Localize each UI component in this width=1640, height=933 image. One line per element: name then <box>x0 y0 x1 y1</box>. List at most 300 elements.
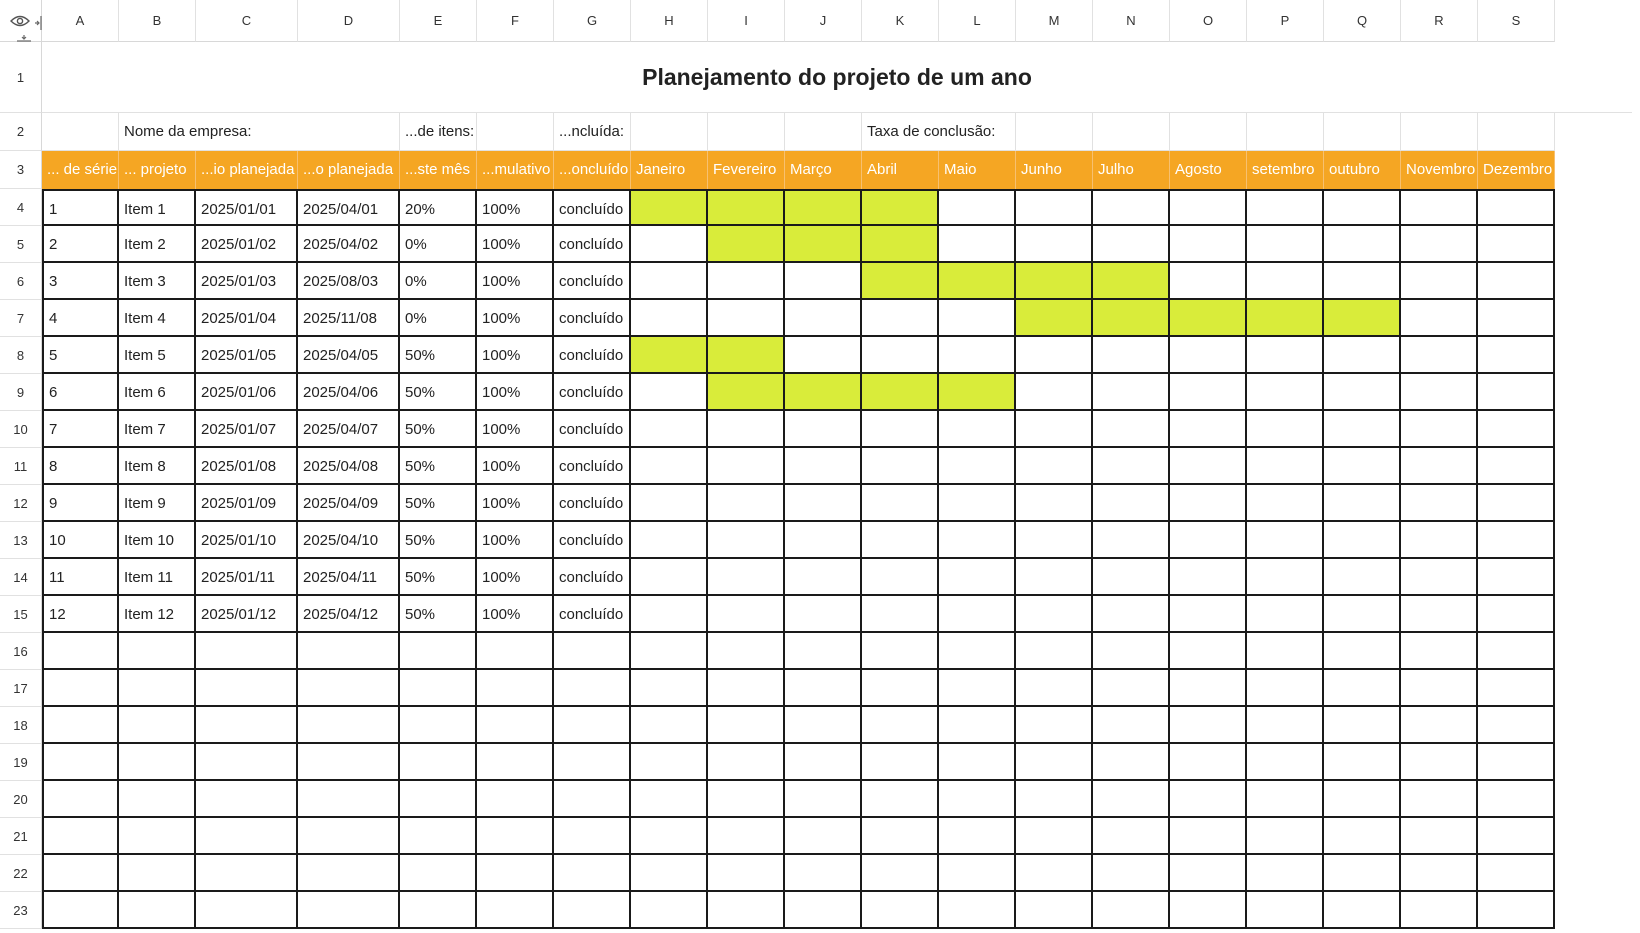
cell-r7[interactable] <box>1401 300 1478 337</box>
header-cell-q[interactable]: outubro <box>1324 151 1401 189</box>
completion-rate-label[interactable]: Taxa de conclusão: <box>862 113 1016 151</box>
cell-d21[interactable] <box>298 818 400 855</box>
cell-d20[interactable] <box>298 781 400 818</box>
cell-m22[interactable] <box>1016 855 1093 892</box>
cell-c20[interactable] <box>196 781 298 818</box>
cell-m23[interactable] <box>1016 892 1093 929</box>
cell-d22[interactable] <box>298 855 400 892</box>
header-cell-p[interactable]: setembro <box>1247 151 1324 189</box>
cell-r8[interactable] <box>1401 337 1478 374</box>
cell-b16[interactable] <box>119 633 196 670</box>
cell-i18[interactable] <box>708 707 785 744</box>
header-cell-i[interactable]: Fevereiro <box>708 151 785 189</box>
cell-m7[interactable] <box>1016 300 1093 337</box>
cell-f15[interactable]: 100% <box>477 596 554 633</box>
cell-q15[interactable] <box>1324 596 1401 633</box>
header-cell-s[interactable]: Dezembro <box>1478 151 1555 189</box>
cell-s6[interactable] <box>1478 263 1555 300</box>
cell-a16[interactable] <box>42 633 119 670</box>
cell-d4[interactable]: 2025/04/01 <box>298 189 400 226</box>
company-name-label[interactable]: Nome da empresa: <box>119 113 400 151</box>
cell-l6[interactable] <box>939 263 1016 300</box>
header-cell-n[interactable]: Julho <box>1093 151 1170 189</box>
cell-k10[interactable] <box>862 411 939 448</box>
row-header-2[interactable]: 2 <box>0 113 42 151</box>
row-header-18[interactable]: 18 <box>0 707 42 744</box>
column-header-e[interactable]: E <box>400 0 477 42</box>
cell-a12[interactable]: 9 <box>42 485 119 522</box>
cell-f18[interactable] <box>477 707 554 744</box>
cell-m11[interactable] <box>1016 448 1093 485</box>
cell-h23[interactable] <box>631 892 708 929</box>
cell-l8[interactable] <box>939 337 1016 374</box>
cell-f14[interactable]: 100% <box>477 559 554 596</box>
cell-f8[interactable]: 100% <box>477 337 554 374</box>
cell-h9[interactable] <box>631 374 708 411</box>
cell-b9[interactable]: Item 6 <box>119 374 196 411</box>
cell-c21[interactable] <box>196 818 298 855</box>
cell-a23[interactable] <box>42 892 119 929</box>
cell-c15[interactable]: 2025/01/12 <box>196 596 298 633</box>
cell-l13[interactable] <box>939 522 1016 559</box>
cell-s16[interactable] <box>1478 633 1555 670</box>
cell-h22[interactable] <box>631 855 708 892</box>
cell-n16[interactable] <box>1093 633 1170 670</box>
cell-k23[interactable] <box>862 892 939 929</box>
row-header-16[interactable]: 16 <box>0 633 42 670</box>
cell-j11[interactable] <box>785 448 862 485</box>
cell-j15[interactable] <box>785 596 862 633</box>
cell-c11[interactable]: 2025/01/08 <box>196 448 298 485</box>
included-label[interactable]: ...ncluída: <box>554 113 631 151</box>
cell-i11[interactable] <box>708 448 785 485</box>
cell-r16[interactable] <box>1401 633 1478 670</box>
cell-a19[interactable] <box>42 744 119 781</box>
cell-d10[interactable]: 2025/04/07 <box>298 411 400 448</box>
cell-i5[interactable] <box>708 226 785 263</box>
cell-d8[interactable]: 2025/04/05 <box>298 337 400 374</box>
cell-q9[interactable] <box>1324 374 1401 411</box>
cell-d15[interactable]: 2025/04/12 <box>298 596 400 633</box>
cell-h4[interactable] <box>631 189 708 226</box>
cell-b23[interactable] <box>119 892 196 929</box>
cell-h12[interactable] <box>631 485 708 522</box>
cell-e11[interactable]: 50% <box>400 448 477 485</box>
cell-c12[interactable]: 2025/01/09 <box>196 485 298 522</box>
cell-j8[interactable] <box>785 337 862 374</box>
cell-o12[interactable] <box>1170 485 1247 522</box>
cell-m8[interactable] <box>1016 337 1093 374</box>
cell-p6[interactable] <box>1247 263 1324 300</box>
cell-g22[interactable] <box>554 855 631 892</box>
cell-q14[interactable] <box>1324 559 1401 596</box>
cell-a15[interactable]: 12 <box>42 596 119 633</box>
cell-q11[interactable] <box>1324 448 1401 485</box>
cell-c23[interactable] <box>196 892 298 929</box>
header-cell-r[interactable]: Novembro <box>1401 151 1478 189</box>
row-header-20[interactable]: 20 <box>0 781 42 818</box>
cell-o23[interactable] <box>1170 892 1247 929</box>
row-header-14[interactable]: 14 <box>0 559 42 596</box>
cell-m6[interactable] <box>1016 263 1093 300</box>
cell-m4[interactable] <box>1016 189 1093 226</box>
cell-b18[interactable] <box>119 707 196 744</box>
cell-a17[interactable] <box>42 670 119 707</box>
cell-o18[interactable] <box>1170 707 1247 744</box>
cell-j14[interactable] <box>785 559 862 596</box>
cell-b10[interactable]: Item 7 <box>119 411 196 448</box>
cell-o5[interactable] <box>1170 226 1247 263</box>
cell-p9[interactable] <box>1247 374 1324 411</box>
cell-row2-j[interactable] <box>785 113 862 151</box>
cell-g4[interactable]: concluído <box>554 189 631 226</box>
cell-l14[interactable] <box>939 559 1016 596</box>
cell-h19[interactable] <box>631 744 708 781</box>
cell-i19[interactable] <box>708 744 785 781</box>
cell-i20[interactable] <box>708 781 785 818</box>
cell-j21[interactable] <box>785 818 862 855</box>
cell-l7[interactable] <box>939 300 1016 337</box>
cell-e22[interactable] <box>400 855 477 892</box>
cell-d17[interactable] <box>298 670 400 707</box>
cell-k14[interactable] <box>862 559 939 596</box>
cell-d6[interactable]: 2025/08/03 <box>298 263 400 300</box>
cell-r9[interactable] <box>1401 374 1478 411</box>
cell-s18[interactable] <box>1478 707 1555 744</box>
cell-i4[interactable] <box>708 189 785 226</box>
cell-k8[interactable] <box>862 337 939 374</box>
cell-a21[interactable] <box>42 818 119 855</box>
cell-f17[interactable] <box>477 670 554 707</box>
column-header-c[interactable]: C <box>196 0 298 42</box>
cell-g23[interactable] <box>554 892 631 929</box>
cell-k13[interactable] <box>862 522 939 559</box>
cell-j19[interactable] <box>785 744 862 781</box>
row-header-3[interactable]: 3 <box>0 151 42 189</box>
cell-row2-q[interactable] <box>1324 113 1401 151</box>
cell-k21[interactable] <box>862 818 939 855</box>
cell-m5[interactable] <box>1016 226 1093 263</box>
cell-q21[interactable] <box>1324 818 1401 855</box>
cell-b15[interactable]: Item 12 <box>119 596 196 633</box>
cell-j23[interactable] <box>785 892 862 929</box>
cell-k9[interactable] <box>862 374 939 411</box>
cell-k20[interactable] <box>862 781 939 818</box>
cell-s4[interactable] <box>1478 189 1555 226</box>
cell-q19[interactable] <box>1324 744 1401 781</box>
cell-f16[interactable] <box>477 633 554 670</box>
cell-j16[interactable] <box>785 633 862 670</box>
cell-b20[interactable] <box>119 781 196 818</box>
cell-p13[interactable] <box>1247 522 1324 559</box>
row-header-5[interactable]: 5 <box>0 226 42 263</box>
cell-r5[interactable] <box>1401 226 1478 263</box>
cell-j22[interactable] <box>785 855 862 892</box>
cell-e15[interactable]: 50% <box>400 596 477 633</box>
cell-q12[interactable] <box>1324 485 1401 522</box>
cell-a11[interactable]: 8 <box>42 448 119 485</box>
cell-o21[interactable] <box>1170 818 1247 855</box>
cell-s23[interactable] <box>1478 892 1555 929</box>
cell-c17[interactable] <box>196 670 298 707</box>
cell-f19[interactable] <box>477 744 554 781</box>
cell-a5[interactable]: 2 <box>42 226 119 263</box>
cell-j17[interactable] <box>785 670 862 707</box>
cell-m12[interactable] <box>1016 485 1093 522</box>
cell-s19[interactable] <box>1478 744 1555 781</box>
cell-k5[interactable] <box>862 226 939 263</box>
cell-q17[interactable] <box>1324 670 1401 707</box>
cell-p12[interactable] <box>1247 485 1324 522</box>
cell-n23[interactable] <box>1093 892 1170 929</box>
cell-k6[interactable] <box>862 263 939 300</box>
cell-l5[interactable] <box>939 226 1016 263</box>
header-cell-m[interactable]: Junho <box>1016 151 1093 189</box>
cell-i14[interactable] <box>708 559 785 596</box>
cell-f21[interactable] <box>477 818 554 855</box>
cell-i17[interactable] <box>708 670 785 707</box>
column-header-i[interactable]: I <box>708 0 785 42</box>
row-header-23[interactable]: 23 <box>0 892 42 929</box>
cell-l18[interactable] <box>939 707 1016 744</box>
cell-h7[interactable] <box>631 300 708 337</box>
cell-j6[interactable] <box>785 263 862 300</box>
cell-s10[interactable] <box>1478 411 1555 448</box>
column-header-j[interactable]: J <box>785 0 862 42</box>
cell-n7[interactable] <box>1093 300 1170 337</box>
cell-q6[interactable] <box>1324 263 1401 300</box>
cell-q8[interactable] <box>1324 337 1401 374</box>
item-count-label[interactable]: ...de itens: <box>400 113 477 151</box>
cell-k17[interactable] <box>862 670 939 707</box>
cell-n13[interactable] <box>1093 522 1170 559</box>
cell-f4[interactable]: 100% <box>477 189 554 226</box>
cell-r22[interactable] <box>1401 855 1478 892</box>
cell-e17[interactable] <box>400 670 477 707</box>
cell-r6[interactable] <box>1401 263 1478 300</box>
cell-h20[interactable] <box>631 781 708 818</box>
cell-k12[interactable] <box>862 485 939 522</box>
cell-m16[interactable] <box>1016 633 1093 670</box>
cell-h10[interactable] <box>631 411 708 448</box>
header-cell-b[interactable]: ... projeto <box>119 151 196 189</box>
column-header-p[interactable]: P <box>1247 0 1324 42</box>
cell-q7[interactable] <box>1324 300 1401 337</box>
header-cell-k[interactable]: Abril <box>862 151 939 189</box>
cell-q22[interactable] <box>1324 855 1401 892</box>
cell-i21[interactable] <box>708 818 785 855</box>
cell-d19[interactable] <box>298 744 400 781</box>
cell-i9[interactable] <box>708 374 785 411</box>
cell-k7[interactable] <box>862 300 939 337</box>
cell-s12[interactable] <box>1478 485 1555 522</box>
cell-s13[interactable] <box>1478 522 1555 559</box>
cell-d7[interactable]: 2025/11/08 <box>298 300 400 337</box>
cell-e10[interactable]: 50% <box>400 411 477 448</box>
cell-e21[interactable] <box>400 818 477 855</box>
cell-o7[interactable] <box>1170 300 1247 337</box>
cell-n6[interactable] <box>1093 263 1170 300</box>
cell-l17[interactable] <box>939 670 1016 707</box>
cell-row2-p[interactable] <box>1247 113 1324 151</box>
cell-b21[interactable] <box>119 818 196 855</box>
cell-q5[interactable] <box>1324 226 1401 263</box>
cell-g21[interactable] <box>554 818 631 855</box>
cell-l10[interactable] <box>939 411 1016 448</box>
cell-r20[interactable] <box>1401 781 1478 818</box>
column-header-s[interactable]: S <box>1478 0 1555 42</box>
cell-n10[interactable] <box>1093 411 1170 448</box>
cell-c16[interactable] <box>196 633 298 670</box>
cell-c8[interactable]: 2025/01/05 <box>196 337 298 374</box>
header-cell-g[interactable]: ...oncluído <box>554 151 631 189</box>
cell-k15[interactable] <box>862 596 939 633</box>
cell-s20[interactable] <box>1478 781 1555 818</box>
row-header-10[interactable]: 10 <box>0 411 42 448</box>
cell-r4[interactable] <box>1401 189 1478 226</box>
cell-j4[interactable] <box>785 189 862 226</box>
cell-s17[interactable] <box>1478 670 1555 707</box>
cell-a7[interactable]: 4 <box>42 300 119 337</box>
cell-i6[interactable] <box>708 263 785 300</box>
cell-r11[interactable] <box>1401 448 1478 485</box>
cell-g12[interactable]: concluído <box>554 485 631 522</box>
cell-l4[interactable] <box>939 189 1016 226</box>
cell-g15[interactable]: concluído <box>554 596 631 633</box>
cell-p11[interactable] <box>1247 448 1324 485</box>
cell-g19[interactable] <box>554 744 631 781</box>
cell-m17[interactable] <box>1016 670 1093 707</box>
cell-i15[interactable] <box>708 596 785 633</box>
cell-l20[interactable] <box>939 781 1016 818</box>
cell-r13[interactable] <box>1401 522 1478 559</box>
cell-e5[interactable]: 0% <box>400 226 477 263</box>
cell-e19[interactable] <box>400 744 477 781</box>
cell-k4[interactable] <box>862 189 939 226</box>
cell-s8[interactable] <box>1478 337 1555 374</box>
row-header-4[interactable]: 4 <box>0 189 42 226</box>
cell-row2-r[interactable] <box>1401 113 1478 151</box>
cell-e6[interactable]: 0% <box>400 263 477 300</box>
cell-s9[interactable] <box>1478 374 1555 411</box>
cell-l22[interactable] <box>939 855 1016 892</box>
cell-s14[interactable] <box>1478 559 1555 596</box>
cell-c5[interactable]: 2025/01/02 <box>196 226 298 263</box>
cell-r10[interactable] <box>1401 411 1478 448</box>
cell-n22[interactable] <box>1093 855 1170 892</box>
cell-l15[interactable] <box>939 596 1016 633</box>
column-header-g[interactable]: G <box>554 0 631 42</box>
cell-p19[interactable] <box>1247 744 1324 781</box>
cell-q10[interactable] <box>1324 411 1401 448</box>
cell-a13[interactable]: 10 <box>42 522 119 559</box>
cell-r14[interactable] <box>1401 559 1478 596</box>
column-header-o[interactable]: O <box>1170 0 1247 42</box>
row-header-17[interactable]: 17 <box>0 670 42 707</box>
cell-h17[interactable] <box>631 670 708 707</box>
cell-p17[interactable] <box>1247 670 1324 707</box>
cell-r17[interactable] <box>1401 670 1478 707</box>
cell-a9[interactable]: 6 <box>42 374 119 411</box>
cell-a22[interactable] <box>42 855 119 892</box>
cell-p20[interactable] <box>1247 781 1324 818</box>
cell-c4[interactable]: 2025/01/01 <box>196 189 298 226</box>
cell-b13[interactable]: Item 10 <box>119 522 196 559</box>
cell-j7[interactable] <box>785 300 862 337</box>
column-header-h[interactable]: H <box>631 0 708 42</box>
column-header-q[interactable]: Q <box>1324 0 1401 42</box>
cell-g7[interactable]: concluído <box>554 300 631 337</box>
row-header-8[interactable]: 8 <box>0 337 42 374</box>
cell-l19[interactable] <box>939 744 1016 781</box>
cell-a4[interactable]: 1 <box>42 189 119 226</box>
cell-n9[interactable] <box>1093 374 1170 411</box>
cell-h21[interactable] <box>631 818 708 855</box>
cell-f10[interactable]: 100% <box>477 411 554 448</box>
column-header-m[interactable]: M <box>1016 0 1093 42</box>
cell-row2-a[interactable] <box>42 113 119 151</box>
cell-f20[interactable] <box>477 781 554 818</box>
cell-n4[interactable] <box>1093 189 1170 226</box>
row-header-9[interactable]: 9 <box>0 374 42 411</box>
cell-l9[interactable] <box>939 374 1016 411</box>
cell-d12[interactable]: 2025/04/09 <box>298 485 400 522</box>
cell-k22[interactable] <box>862 855 939 892</box>
cell-n20[interactable] <box>1093 781 1170 818</box>
cell-b5[interactable]: Item 2 <box>119 226 196 263</box>
cell-p8[interactable] <box>1247 337 1324 374</box>
cell-j13[interactable] <box>785 522 862 559</box>
cell-m18[interactable] <box>1016 707 1093 744</box>
cell-s21[interactable] <box>1478 818 1555 855</box>
cell-o15[interactable] <box>1170 596 1247 633</box>
cell-m15[interactable] <box>1016 596 1093 633</box>
row-header-7[interactable]: 7 <box>0 300 42 337</box>
cell-a8[interactable]: 5 <box>42 337 119 374</box>
cell-k11[interactable] <box>862 448 939 485</box>
cell-p21[interactable] <box>1247 818 1324 855</box>
cell-k19[interactable] <box>862 744 939 781</box>
column-header-d[interactable]: D <box>298 0 400 42</box>
column-header-r[interactable]: R <box>1401 0 1478 42</box>
cell-m9[interactable] <box>1016 374 1093 411</box>
cell-d5[interactable]: 2025/04/02 <box>298 226 400 263</box>
cell-m10[interactable] <box>1016 411 1093 448</box>
cell-h5[interactable] <box>631 226 708 263</box>
cell-p14[interactable] <box>1247 559 1324 596</box>
cell-j20[interactable] <box>785 781 862 818</box>
eye-icon[interactable] <box>10 14 30 28</box>
cell-r18[interactable] <box>1401 707 1478 744</box>
cell-p18[interactable] <box>1247 707 1324 744</box>
cell-o14[interactable] <box>1170 559 1247 596</box>
cell-s5[interactable] <box>1478 226 1555 263</box>
cell-b7[interactable]: Item 4 <box>119 300 196 337</box>
cell-b4[interactable]: Item 1 <box>119 189 196 226</box>
cell-row2-m[interactable] <box>1016 113 1093 151</box>
cell-n18[interactable] <box>1093 707 1170 744</box>
row-header-15[interactable]: 15 <box>0 596 42 633</box>
cell-f13[interactable]: 100% <box>477 522 554 559</box>
cell-b8[interactable]: Item 5 <box>119 337 196 374</box>
cell-a18[interactable] <box>42 707 119 744</box>
cell-o19[interactable] <box>1170 744 1247 781</box>
cell-n19[interactable] <box>1093 744 1170 781</box>
cell-i12[interactable] <box>708 485 785 522</box>
cell-g5[interactable]: concluído <box>554 226 631 263</box>
cell-e20[interactable] <box>400 781 477 818</box>
cell-p4[interactable] <box>1247 189 1324 226</box>
